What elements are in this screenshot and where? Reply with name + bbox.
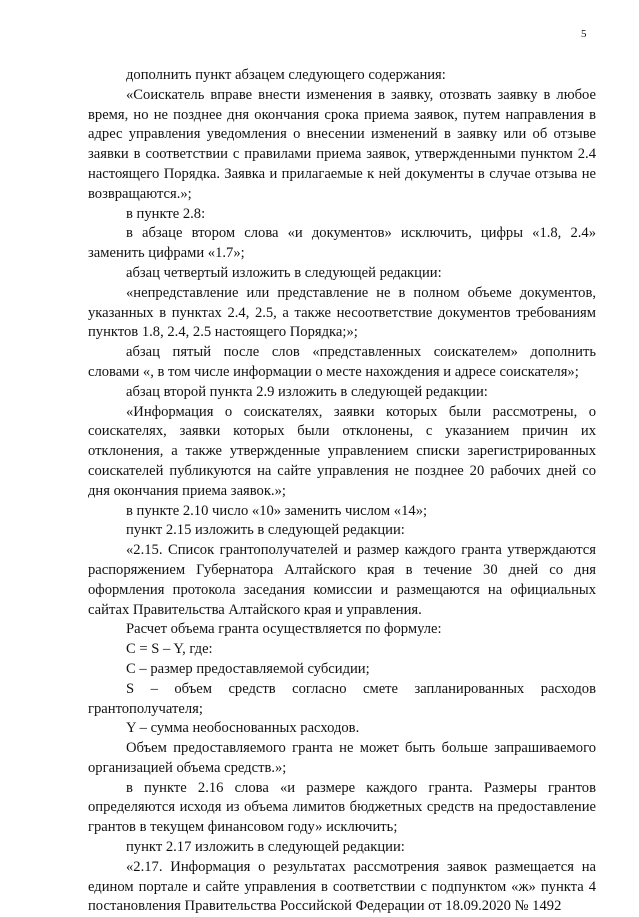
paragraph: «2.15. Список грантополучателей и размер каждого гранта утверждаются распоряжением Губернатора Алтайского края в течение 30 дней со дня оформления протокола заседания комиссии и размещаются на официальных сайтах Правительства Алтайского края и управления. xyxy=(88,542,596,618)
paragraph: «Информация о соискателях, заявки которых были рассмотрены, о соискателях, заявки которых были отклонены, с указанием причин их отклонения, а также утвержденные управлением списки зарегистрированных соискателей публикуются на сайте управления не позднее 20 рабочих дней со дня окончания приема заявок.»; xyxy=(88,403,596,499)
paragraph: пункт 2.15 изложить в следующей редакции: xyxy=(126,522,405,539)
paragraph: в абзаце втором слова «и документов» исключить, цифры «1.8, 2.4» заменить цифрами «1.7»; xyxy=(88,225,596,262)
paragraph: абзац пятый после слов «представленных соискателем» дополнить словами «, в том числе информации о месте нахождения и адресе соискателя»; xyxy=(88,344,596,380)
paragraph: «2.17. Информация о результатах рассмотрения заявок размещается на едином портале и сайте управления в соответствии с подпунктом «ж» пункта 4 постановления Правительства Российской Федерации от 18.09.2020 № 1492 xyxy=(88,858,596,915)
paragraph: дополнить пункт абзацем следующего содержания: xyxy=(126,67,446,83)
formula: C = S – Y, где: xyxy=(126,641,213,658)
paragraph: пункт 2.17 изложить в следующей редакции: xyxy=(126,839,405,856)
paragraph: абзац второй пункта 2.9 изложить в следующей редакции: xyxy=(126,383,488,400)
paragraph: в пункте 2.8: xyxy=(126,205,206,222)
paragraph: абзац четвертый изложить в следующей редакции: xyxy=(126,264,442,281)
paragraph: Объем предоставляемого гранта не может быть больше запрашиваемого организацией объема средств.»; xyxy=(88,740,596,776)
paragraph: «непредставление или представление не в полном объеме документов, указанных в пунктах 2.4, 2.5, а также несоответствие документов требованиям пунктов 1.8, 2.4, 2.5 настоящего Порядка;»; xyxy=(88,284,596,341)
paragraph: в пункте 2.10 число «10» заменить числом «14»; xyxy=(126,502,428,519)
formula-term: C – размер предоставляемой субсидии; xyxy=(126,660,370,677)
document-body xyxy=(88,66,596,917)
formula-term: S – объем средств согласно смете запланированных расходов грантополучателя; xyxy=(88,680,596,717)
paragraph: в пункте 2.16 слова «и размере каждого гранта. Размеры грантов определяются исходя из объема лимитов бюджетных средств на предоставление грантов в текущем финансовом году» исключить; xyxy=(88,779,596,836)
paragraph: «Соискатель вправе внести изменения в заявку, отозвать заявку в любое время, но не позднее дня окончания срока приема заявок, путем направления в адрес управления уведомления о внесении изменений в заявку или об отзыве заявки в соответствии с правилами приема заявок, утвержденными пунктом 2.4 настоящего Порядка. Заявка и прилагаемые к ней документы в случае отзыва не возвращаются.»; xyxy=(88,86,596,202)
page-number: 5 xyxy=(581,28,587,40)
formula-term: Y – сумма необоснованных расходов. xyxy=(126,720,360,737)
paragraph: Расчет объема гранта осуществляется по формуле: xyxy=(126,621,442,638)
